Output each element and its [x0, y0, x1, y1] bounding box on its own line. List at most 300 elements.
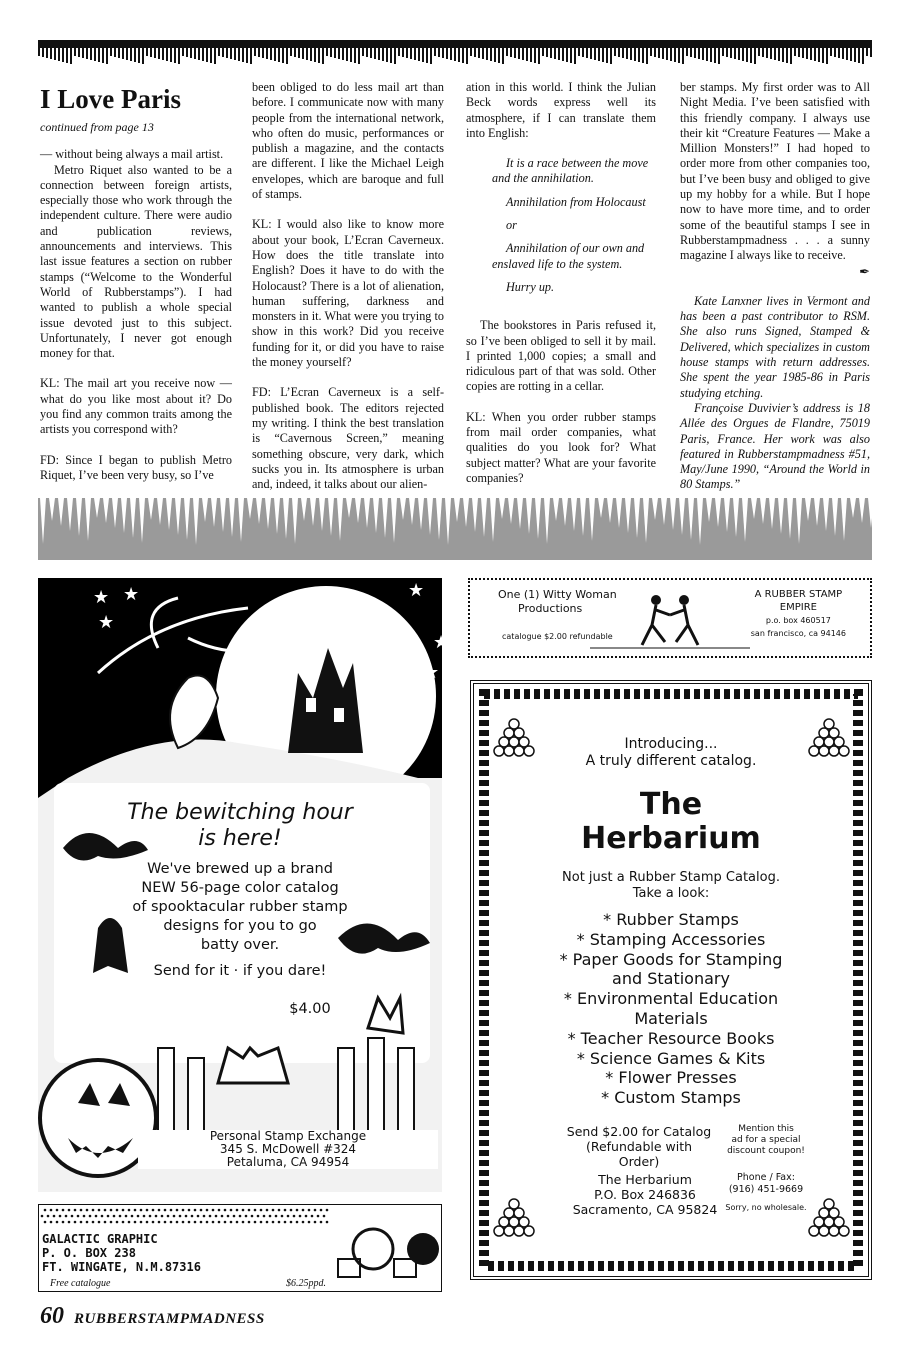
fringe-tick [746, 46, 748, 62]
witty-name: One (1) Witty Woman [498, 588, 617, 601]
dot [206, 1221, 209, 1224]
dot [212, 1209, 215, 1212]
dot [257, 1215, 260, 1218]
fringe-tick [210, 46, 212, 63]
dot [260, 1209, 263, 1212]
fringe-tick [334, 46, 336, 58]
fringe-tick [650, 46, 652, 56]
star-icon: ★ [398, 682, 415, 702]
dot [137, 1215, 140, 1218]
dot [164, 1221, 167, 1224]
fringe-tick [462, 46, 464, 63]
fringe-tick [578, 46, 580, 56]
fringe-tick [754, 46, 756, 64]
dot [242, 1221, 245, 1224]
dot [140, 1209, 143, 1212]
herbarium-mention [720, 1124, 812, 1157]
fringe-tick [130, 46, 132, 61]
dot [182, 1209, 185, 1212]
halloween-body [38, 860, 442, 955]
fringe-tick [466, 46, 468, 64]
fringe-tick [522, 46, 524, 60]
fringe-tick [270, 46, 272, 60]
dot [281, 1215, 284, 1218]
fringe-tick [730, 46, 732, 58]
fringe-tick [470, 46, 472, 56]
fringe-tick [346, 46, 348, 61]
herbarium-no-wholesale: Sorry, no wholesale. [725, 1203, 807, 1212]
fringe-tick [838, 46, 840, 58]
fringe-tick [534, 46, 536, 63]
fringe-tick [546, 46, 548, 57]
dot [119, 1215, 122, 1218]
herbarium-send [564, 1124, 714, 1169]
fringe-tick [450, 46, 452, 60]
fringe-tick [670, 46, 672, 61]
fringe-tick [634, 46, 636, 61]
page-footer [40, 1303, 265, 1330]
paragraph: KL: I would also like to know more about your book, L’Ecran Caverneux. How does the title translate into English? Does it have to do with the Holocaust? There is a lot of alienation, human suffering, darkness and monsters in it. What were you trying to show in this work? Did you receive funding for it, or did you have to raise the money yourself? [252, 217, 444, 370]
halloween-headline-1: The bewitching hour [127, 800, 353, 825]
dot [161, 1215, 164, 1218]
dot [62, 1221, 65, 1224]
fringe-tick [766, 46, 768, 58]
dot [92, 1221, 95, 1224]
dot [284, 1221, 287, 1224]
fringe-tick [474, 46, 476, 57]
fringe-tick [314, 46, 316, 62]
witty-productions: Productions [518, 602, 583, 615]
dot [95, 1215, 98, 1218]
dot [50, 1221, 53, 1224]
fringe-tick [258, 46, 260, 57]
herbarium-item: * Teacher Resource Books [567, 1028, 775, 1048]
column-4-text [680, 80, 870, 264]
dot [116, 1209, 119, 1212]
witty-catalogue: catalogue $2.00 refundable [502, 632, 613, 641]
fringe-tick [62, 46, 64, 62]
fringe-tick [722, 46, 724, 56]
fringe-tick [846, 46, 848, 60]
dot [245, 1215, 248, 1218]
herbarium-item: * Environmental Education [563, 989, 779, 1009]
dot [200, 1221, 203, 1224]
herbarium-phone [720, 1172, 812, 1214]
dot [176, 1221, 179, 1224]
fringe-tick [426, 46, 428, 63]
fringe-tick [430, 46, 432, 64]
dot [173, 1215, 176, 1218]
fringe-tick [794, 46, 796, 56]
fringe-tick [290, 46, 292, 56]
grape-icon [524, 1226, 534, 1236]
dot [134, 1209, 137, 1212]
fringe-tick [842, 46, 844, 59]
dot [224, 1209, 227, 1212]
dot [68, 1221, 71, 1224]
paragraph: ber stamps. My first order was to All Night Media. I’ve been satisfied with this friendly company. I always use their kit “Creature Features — Make a Million Monsters!” I had hoped to order more from other companies too, but I’ve been busy and obliged to give up my hobby for a while. But I hope now to have more time, and to order some of the beautiful stamps I see in Rubberstampmadness . . . a sunny magazine I always like to receive. [680, 80, 870, 263]
fringe-tick [126, 46, 128, 60]
dot [227, 1215, 230, 1218]
herbarium-addr-1: The Herbarium [598, 1172, 692, 1187]
herbarium-item: * Rubber Stamps [603, 910, 739, 929]
dot [71, 1215, 74, 1218]
dot [236, 1221, 239, 1224]
fringe-tick [438, 46, 440, 57]
dot [92, 1209, 95, 1212]
fringe-tick [102, 46, 104, 63]
dot [101, 1215, 104, 1218]
dot [272, 1221, 275, 1224]
galactic-graphic-ad[interactable] [38, 1204, 442, 1292]
dot [248, 1221, 251, 1224]
poem-line: Hurry up. [506, 279, 555, 294]
fringe-tick [690, 46, 692, 57]
dot [158, 1221, 161, 1224]
fringe-tick [490, 46, 492, 61]
fringe-tick [190, 46, 192, 58]
fringe-tick [758, 46, 760, 56]
fringe-tick [418, 46, 420, 61]
fringe-tick [786, 46, 788, 63]
fringe-tick [158, 46, 160, 59]
fringe-tick [382, 46, 384, 61]
dot [188, 1209, 191, 1212]
fringe-tick [618, 46, 620, 57]
fringe-tick [186, 46, 188, 57]
fringe-tick [274, 46, 276, 61]
dot [143, 1215, 146, 1218]
fringe-tick [262, 46, 264, 58]
dot [314, 1221, 317, 1224]
dot [194, 1209, 197, 1212]
herbarium-item: and Stationary [612, 969, 730, 989]
dot [320, 1221, 323, 1224]
fringe-tick [146, 46, 148, 56]
dot [239, 1215, 242, 1218]
dot [308, 1221, 311, 1224]
fringe-tick [306, 46, 308, 60]
column-3-text [466, 303, 656, 516]
herbarium-phone-number: (916) 451-9669 [728, 1184, 804, 1195]
star-icon: ★ [98, 612, 115, 632]
dot [128, 1221, 131, 1224]
fringe-tick [234, 46, 236, 60]
article-title: I Love Paris [40, 84, 181, 114]
fringe-tick [410, 46, 412, 59]
fringe-tick [738, 46, 740, 60]
fringe-tick [414, 46, 416, 60]
column-2-text [252, 80, 444, 492]
herbarium-address [570, 1172, 720, 1217]
dot [194, 1221, 197, 1224]
dot [155, 1215, 158, 1218]
article-column-2 [252, 80, 444, 492]
fringe-tick [138, 46, 140, 63]
dot [113, 1215, 116, 1218]
dot [152, 1221, 155, 1224]
paragraph: The bookstores in Paris refused it, so I’ve been obliged to sell it by mail. I printed 1,000 copies; a small and ridiculous part of that was sold. Other copies are rotting in a cellar. [466, 318, 656, 394]
fringe-tick [790, 46, 792, 64]
herbarium-item: * Flower Presses [605, 1068, 737, 1088]
fringe-tick [250, 46, 252, 64]
dot [86, 1209, 89, 1212]
dot [221, 1215, 224, 1218]
fringe-tick [90, 46, 92, 60]
column-1-text [40, 147, 232, 483]
fringe-tick [854, 46, 856, 62]
dot [317, 1215, 320, 1218]
fringe-tick [486, 46, 488, 60]
fringe-tick [858, 46, 860, 63]
dot [326, 1209, 329, 1212]
dot [299, 1215, 302, 1218]
dot [203, 1215, 206, 1218]
dot [212, 1221, 215, 1224]
dot [242, 1209, 245, 1212]
poem-quote [466, 156, 656, 295]
fringe-tick [266, 46, 268, 59]
fringe-tick [118, 46, 120, 58]
dot [323, 1215, 326, 1218]
dot [263, 1215, 266, 1218]
fringe-tick [610, 46, 612, 64]
fringe-tick [822, 46, 824, 63]
dot [230, 1221, 233, 1224]
dot [158, 1209, 161, 1212]
dot [185, 1215, 188, 1218]
dot [266, 1221, 269, 1224]
dot [98, 1221, 101, 1224]
galactic-city: FT. WINGATE, N.M.87316 [42, 1260, 201, 1274]
dot [59, 1215, 62, 1218]
author-bio [680, 294, 870, 493]
fringe-tick [142, 46, 144, 64]
fringe-tick [370, 46, 372, 58]
fringe-tick [826, 46, 828, 64]
fringe-tick [70, 46, 72, 64]
fringe-tick [806, 46, 808, 59]
halloween-headline-2: is here! [198, 826, 282, 851]
fringe-tick [58, 46, 60, 61]
page-number: 60 [40, 1303, 64, 1329]
fringe-tick [710, 46, 712, 62]
fringe-tick [538, 46, 540, 64]
grape-icon [819, 1226, 829, 1236]
fringe-tick [398, 46, 400, 56]
herbarium-sub-1: Not just a Rubber Stamp Catalog. [562, 870, 780, 885]
fringe-tick [98, 46, 100, 62]
fringe-tick [798, 46, 800, 57]
dot [149, 1215, 152, 1218]
dot [179, 1215, 182, 1218]
fringe-tick [702, 46, 704, 60]
star-icon: ★ [378, 602, 395, 622]
end-mark-icon: ✒ [859, 263, 870, 279]
dot [47, 1215, 50, 1218]
star-icon: ★ [123, 584, 140, 604]
fringe-tick [654, 46, 656, 57]
fringe-tick [658, 46, 660, 58]
dot [53, 1215, 56, 1218]
dot [284, 1209, 287, 1212]
fringe-tick [378, 46, 380, 60]
fringe-tick [366, 46, 368, 57]
dot [326, 1221, 329, 1224]
dot [80, 1221, 83, 1224]
dot [296, 1209, 299, 1212]
fringe-tick [322, 46, 324, 64]
halloween-body-line: of spooktacular rubber stamp [132, 899, 348, 915]
witty-empire-2: EMPIRE [779, 602, 817, 613]
fringe-tick [514, 46, 516, 58]
dot [128, 1209, 131, 1212]
fringe-tick [198, 46, 200, 60]
dot [302, 1221, 305, 1224]
dot [266, 1209, 269, 1212]
fringe-tick [390, 46, 392, 63]
dot [164, 1209, 167, 1212]
fringe-tick [162, 46, 164, 60]
halloween-cta: Send for it · if you dare! [153, 963, 327, 979]
herbarium-mention-2: ad for a special [731, 1135, 801, 1145]
dot [131, 1215, 134, 1218]
herbarium-title [474, 788, 868, 856]
dot [122, 1209, 125, 1212]
dot [278, 1209, 281, 1212]
poem-line: It is a race between the move and the annihilation. [492, 156, 649, 186]
fringe-tick [446, 46, 448, 59]
fringe-tick [506, 46, 508, 56]
fringe-tick [230, 46, 232, 59]
star-icon: ★ [423, 662, 440, 682]
dot [320, 1209, 323, 1212]
fringe-tick [834, 46, 836, 57]
star-icon: ★ [93, 587, 110, 607]
halloween-price: $4.00 [289, 1001, 331, 1017]
dot [104, 1209, 107, 1212]
fringe-tick [558, 46, 560, 60]
dot [44, 1209, 47, 1212]
fringe-tick [706, 46, 708, 61]
fringe-tick [298, 46, 300, 58]
witty-woman-ad[interactable] [468, 578, 872, 658]
fringe-tick [802, 46, 804, 58]
fringe-tick [778, 46, 780, 61]
halloween-city: Petaluma, CA 94954 [226, 1155, 350, 1169]
dot [314, 1209, 317, 1212]
star-icon: ★ [433, 632, 450, 652]
halloween-ad[interactable] [38, 578, 450, 1192]
herbarium-item: * Science Games & Kits [576, 1048, 766, 1068]
dot [104, 1221, 107, 1224]
fringe-tick [386, 46, 388, 62]
fringe-tick [242, 46, 244, 62]
dot [206, 1209, 209, 1212]
fringe-tick [422, 46, 424, 62]
fringe-tick [602, 46, 604, 62]
fringe-tick [42, 46, 44, 57]
article-column-4 [680, 80, 870, 493]
dot [176, 1209, 179, 1212]
dot [305, 1215, 308, 1218]
fringe-tick [586, 46, 588, 58]
dot [224, 1221, 227, 1224]
galactic-note: Free catalogue [50, 1278, 111, 1289]
dot [110, 1221, 113, 1224]
dot [182, 1221, 185, 1224]
dot [86, 1221, 89, 1224]
paragraph: — without being always a mail artist. [40, 147, 224, 162]
fringe-tick [674, 46, 676, 62]
fringe-tick [394, 46, 396, 64]
galactic-address [42, 1232, 201, 1274]
dot [89, 1215, 92, 1218]
fringe-tick [434, 46, 436, 56]
dot [290, 1221, 293, 1224]
dot [146, 1221, 149, 1224]
poem-line: Annihilation of our own and enslaved life to the system. [492, 241, 645, 271]
herbarium-mention-3: discount coupon! [727, 1146, 805, 1156]
fringe-tick [362, 46, 364, 56]
witty-left-text [498, 588, 617, 644]
fringe-tick [374, 46, 376, 59]
fringe-tick [74, 46, 76, 56]
dot [41, 1215, 44, 1218]
dot [170, 1209, 173, 1212]
paragraph: KL: When you order rubber stamps from mail order companies, what qualities do you look for? What subject matter? What are your favorite companies? [466, 409, 656, 485]
fringe-tick [686, 46, 688, 56]
witty-empire-1: A RUBBER STAMP [754, 589, 843, 600]
dot [230, 1209, 233, 1212]
fringe-tick [694, 46, 696, 58]
witty-pobox: p.o. box 460517 [765, 616, 831, 625]
fringe-tick [782, 46, 784, 62]
herbarium-ad[interactable] [470, 680, 872, 1280]
fringe-tick [726, 46, 728, 57]
fringe-tick [286, 46, 288, 64]
herbarium-item: * Stamping Accessories [576, 929, 766, 949]
dot [272, 1209, 275, 1212]
poem-line: Annihilation from Holocaust [506, 194, 646, 209]
fringe-tick [50, 46, 52, 59]
paragraph: been obliged to do less mail art than before. I communicate now with many people from the international network, who often do music, performances or publish a magazine, and the contacts are different. I like the Michael Leigh envelopes, which are baroque and full of stamps. [252, 80, 444, 202]
fringe-tick [318, 46, 320, 63]
dot [74, 1209, 77, 1212]
fringe-tick [554, 46, 556, 59]
dot [260, 1221, 263, 1224]
fringe-tick [566, 46, 568, 62]
fringe-tick [862, 46, 864, 64]
dot [293, 1215, 296, 1218]
fringe-tick [810, 46, 812, 60]
fringe-tick [94, 46, 96, 61]
dot [116, 1221, 119, 1224]
fringe-tick [454, 46, 456, 61]
continued-note: continued from page 13 [40, 120, 154, 134]
fringe-tick [166, 46, 168, 61]
fringe-tick [182, 46, 184, 56]
dot [152, 1209, 155, 1212]
fringe-tick [114, 46, 116, 57]
fringe-tick [762, 46, 764, 57]
fringe-tick [770, 46, 772, 59]
fringe-tick [478, 46, 480, 58]
dot [68, 1209, 71, 1212]
herbarium-title-2: Herbarium [581, 821, 761, 856]
herbarium-send-2: (Refundable with Order) [585, 1139, 693, 1169]
fringe-tick [682, 46, 684, 64]
